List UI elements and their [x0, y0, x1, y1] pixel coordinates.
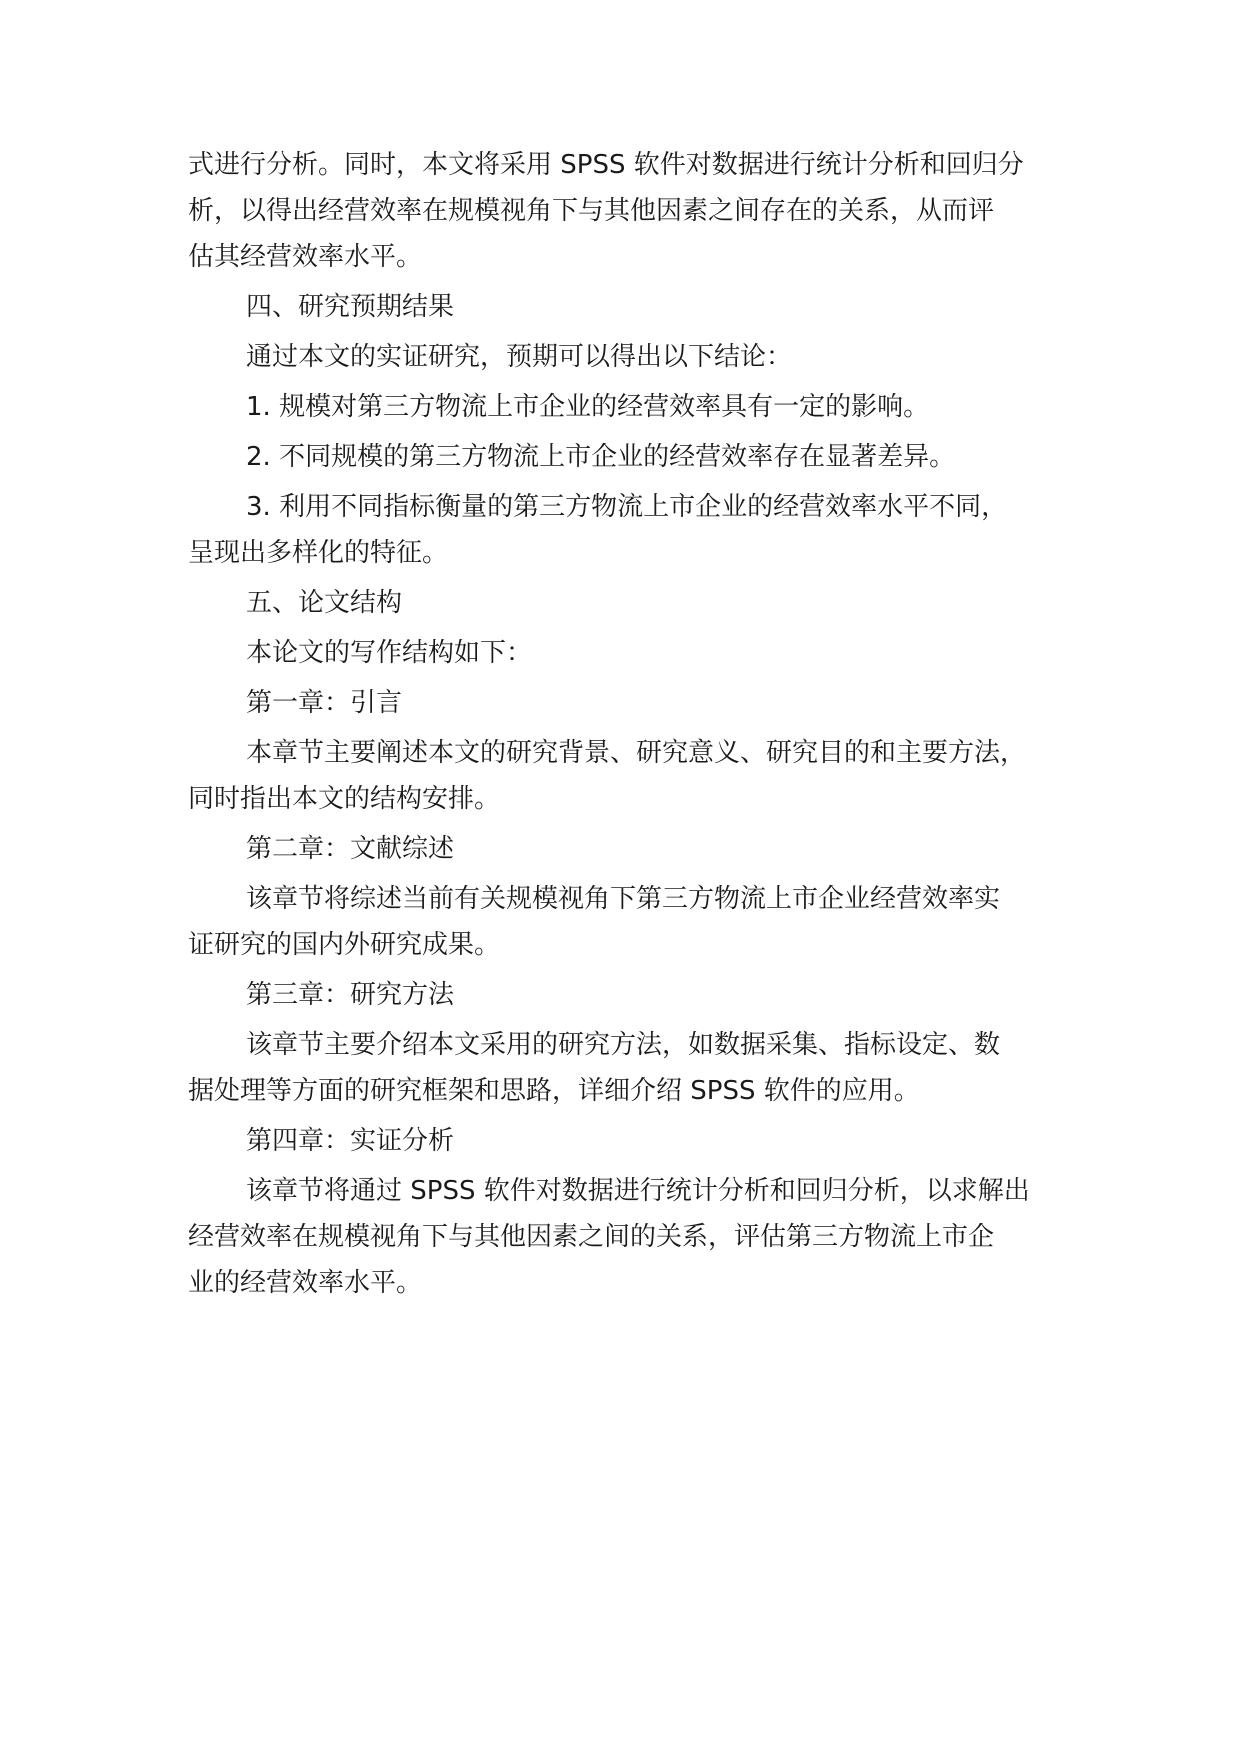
- chapter-3-description: [188, 1030, 1068, 1106]
- section-heading: 四、研究预期结果: [246, 292, 455, 322]
- chapter-title: 第三章：研究方法: [246, 980, 455, 1010]
- chapter-title: 第二章：文献综述: [246, 834, 455, 864]
- list-item: 3. 利用不同指标衡量的第三方物流上市企业的经营效率水平不同，: [246, 492, 1008, 522]
- conclusion-item-1: [188, 392, 1068, 422]
- paragraph-text: 通过本文的实证研究，预期可以得出以下结论：: [246, 342, 793, 372]
- chapter-1-title: [188, 688, 1068, 718]
- text-line: 本章节主要阐述本文的研究背景、研究意义、研究目的和主要方法，: [246, 738, 1027, 768]
- text-line: 该章节主要介绍本文采用的研究方法，如数据采集、指标设定、数: [246, 1030, 1001, 1060]
- text-line: 经营效率在规模视角下与其他因素之间的关系，评估第三方物流上市企: [188, 1222, 995, 1252]
- document-body: [188, 150, 1068, 1298]
- text-line: 式进行分析。同时，本文将采用 SPSS 软件对数据进行统计分析和回归分: [188, 150, 1024, 180]
- paragraph-text: 本论文的写作结构如下：: [246, 638, 533, 668]
- section-five-heading: [188, 588, 1068, 618]
- chapter-3-title: [188, 980, 1068, 1010]
- text-line: 证研究的国内外研究成果。: [188, 930, 501, 960]
- intro-paragraph: [188, 150, 1068, 272]
- conclusion-item-2: [188, 442, 1068, 472]
- text-line: 析，以得出经营效率在规模视角下与其他因素之间存在的关系，从而评: [188, 196, 995, 226]
- section-four-intro: [188, 342, 1068, 372]
- list-item: 1. 规模对第三方物流上市企业的经营效率具有一定的影响。: [246, 392, 930, 422]
- chapter-2-description: [188, 884, 1068, 960]
- list-item-continuation: 呈现出多样化的特征。: [188, 538, 449, 568]
- text-line: 据处理等方面的研究框架和思路，详细介绍 SPSS 软件的应用。: [188, 1076, 920, 1106]
- chapter-title: 第一章：引言: [246, 688, 403, 718]
- chapter-4-description: [188, 1176, 1068, 1298]
- section-heading: 五、论文结构: [246, 588, 403, 618]
- chapter-1-description: [188, 738, 1068, 814]
- text-line: 该章节将综述当前有关规模视角下第三方物流上市企业经营效率实: [246, 884, 1001, 914]
- text-line: 同时指出本文的结构安排。: [188, 784, 501, 814]
- section-five-intro: [188, 638, 1068, 668]
- text-line: 估其经营效率水平。: [188, 242, 423, 272]
- chapter-2-title: [188, 834, 1068, 864]
- list-item: 2. 不同规模的第三方物流上市企业的经营效率存在显著差异。: [246, 442, 956, 472]
- text-line: 业的经营效率水平。: [188, 1268, 423, 1298]
- section-four-heading: [188, 292, 1068, 322]
- text-line: 该章节将通过 SPSS 软件对数据进行统计分析和回归分析，以求解出: [246, 1176, 1030, 1206]
- conclusion-item-3: [188, 492, 1068, 568]
- chapter-title: 第四章：实证分析: [246, 1126, 455, 1156]
- chapter-4-title: [188, 1126, 1068, 1156]
